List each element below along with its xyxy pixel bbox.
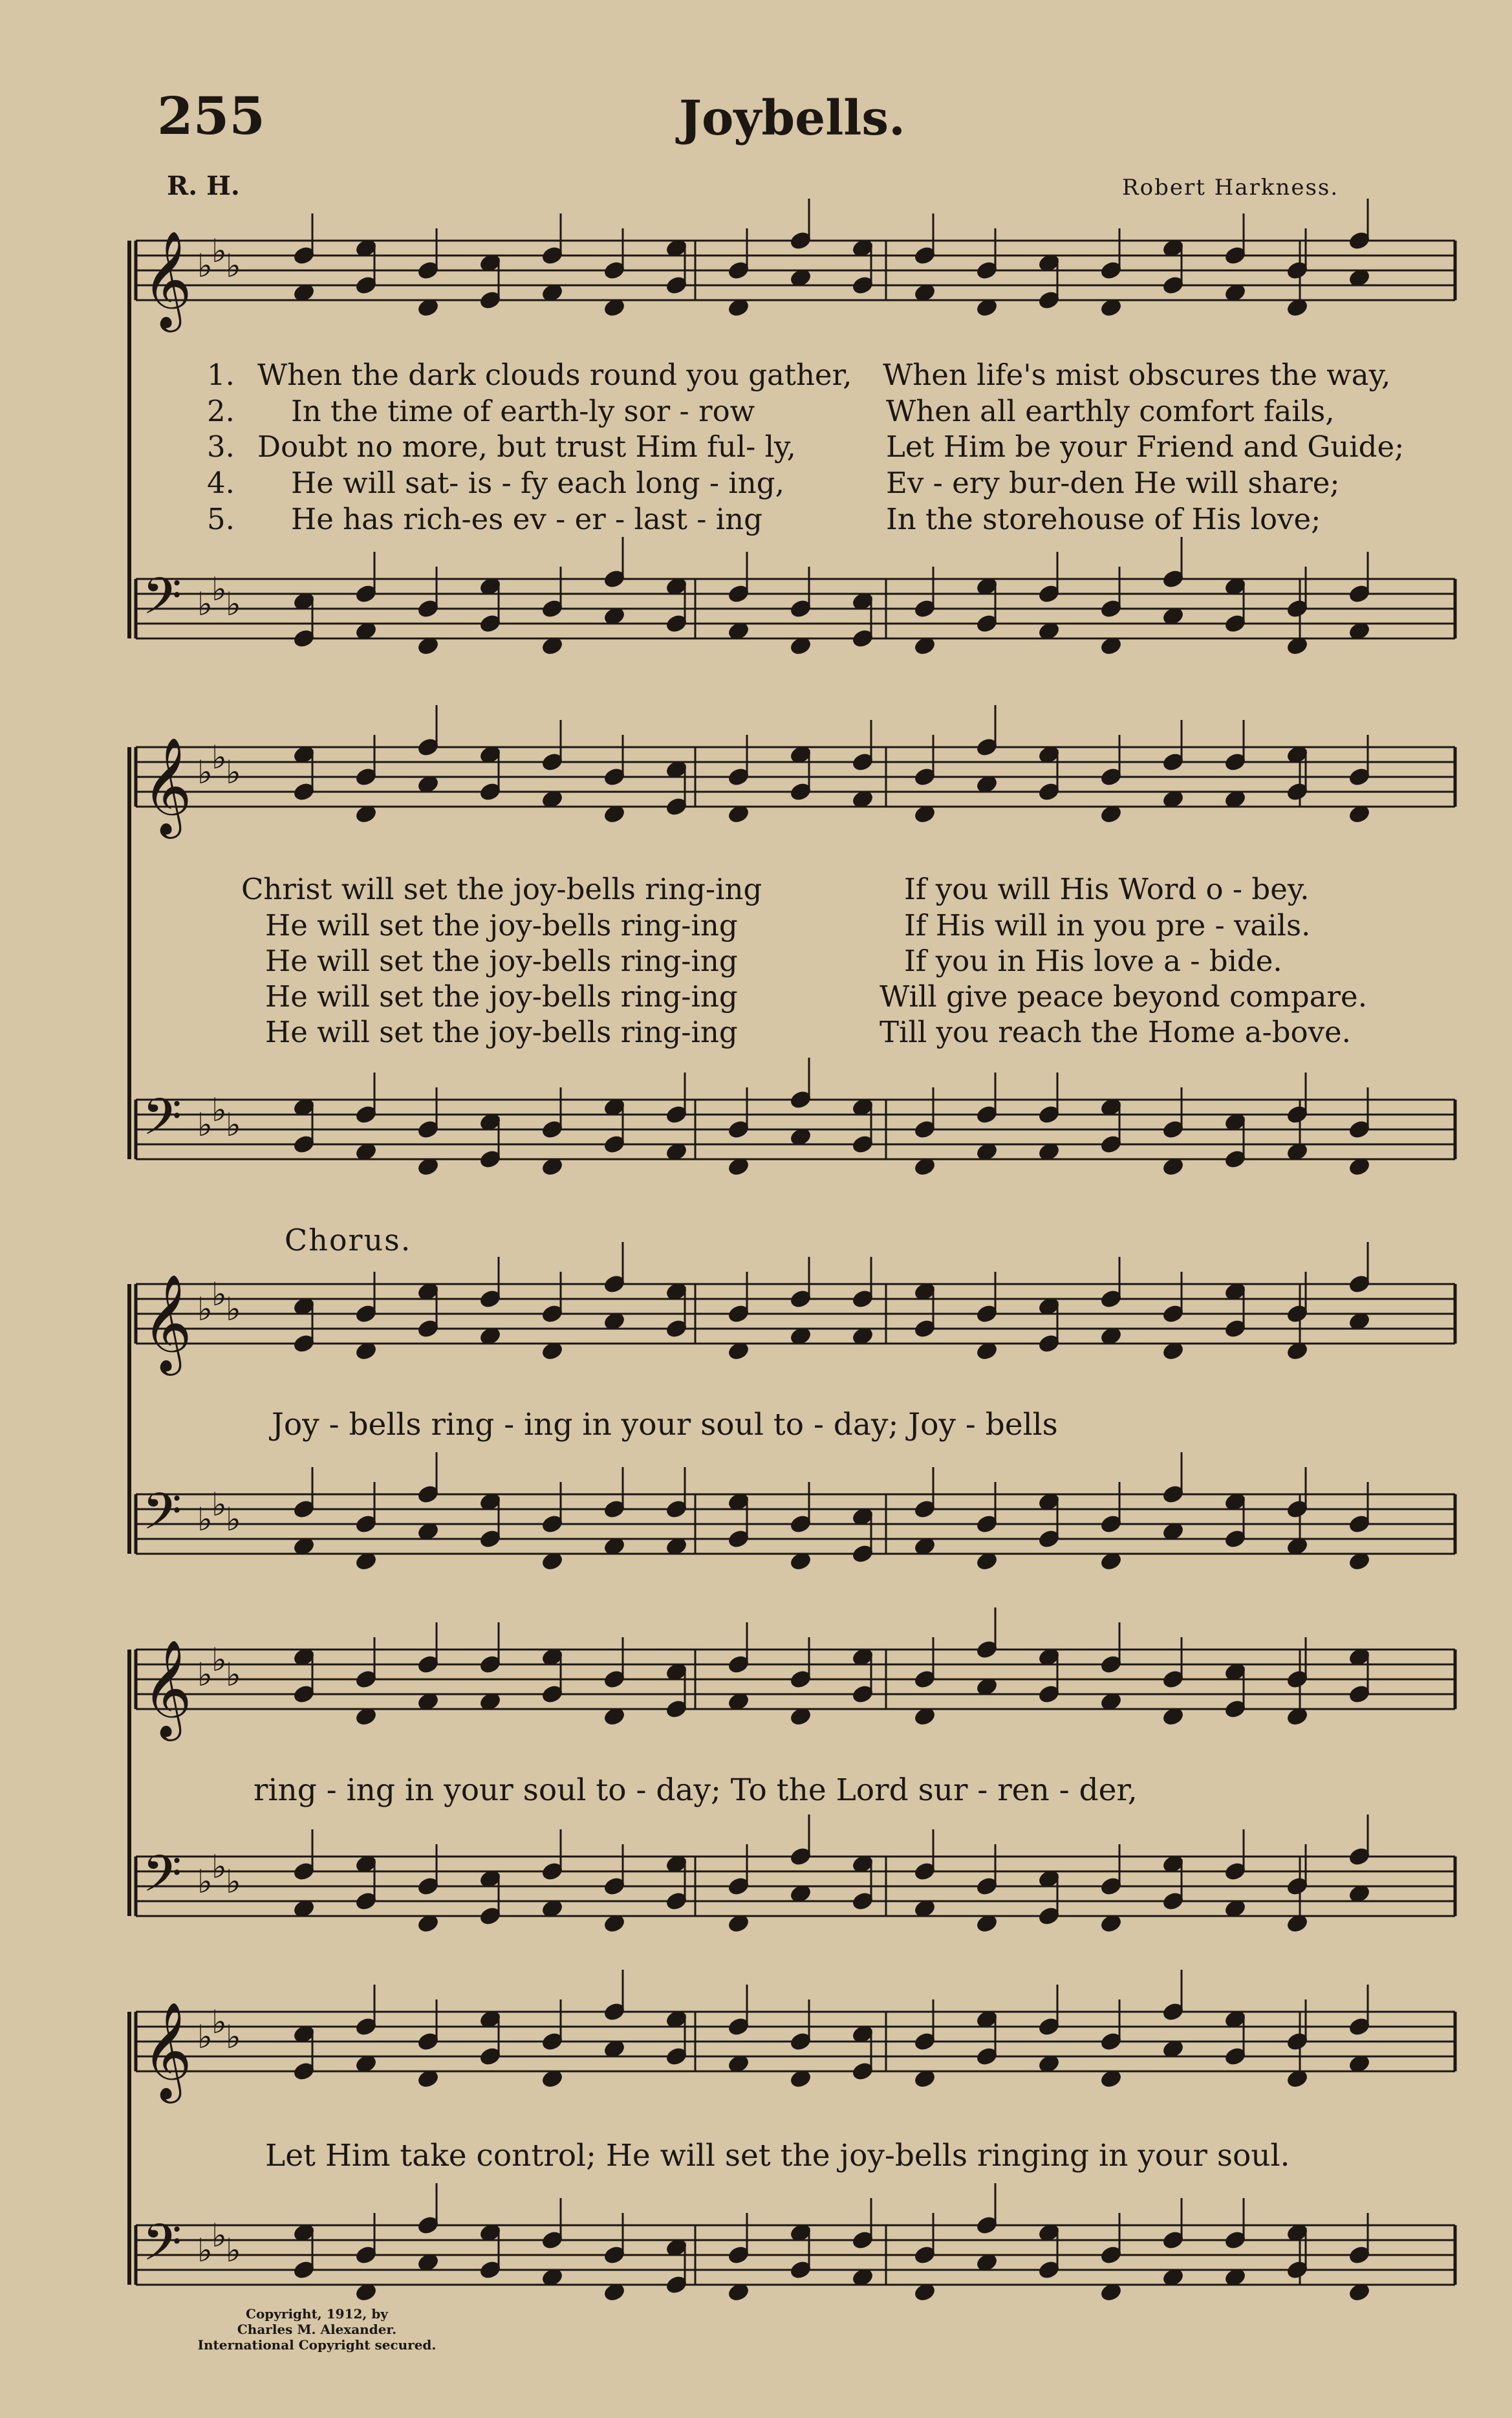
flat-icon: ♭ bbox=[226, 1106, 241, 1144]
treble-clef-icon: 𝄞 bbox=[142, 230, 192, 328]
flat-icon: ♭ bbox=[211, 2217, 227, 2254]
bass-clef-icon: 𝄢 bbox=[142, 1845, 182, 1916]
hymn-title: Joybells. bbox=[679, 91, 905, 146]
treble-clef-icon: 𝄞 bbox=[142, 1639, 192, 1737]
flat-icon: ♭ bbox=[211, 571, 227, 608]
treble-clef-icon: 𝄞 bbox=[142, 736, 192, 834]
flat-icon: ♭ bbox=[211, 1276, 227, 1313]
flat-icon: ♭ bbox=[211, 1486, 227, 1523]
flat-icon: ♭ bbox=[197, 2018, 213, 2056]
flat-icon: ♭ bbox=[226, 1501, 241, 1538]
treble-clef-icon: 𝄞 bbox=[142, 1273, 192, 1371]
author-initials: R. H. bbox=[167, 171, 240, 201]
flat-icon: ♭ bbox=[226, 247, 241, 285]
bass-clef-icon: 𝄢 bbox=[142, 567, 182, 638]
flat-icon: ♭ bbox=[226, 1291, 241, 1328]
flat-icon: ♭ bbox=[226, 754, 241, 791]
flat-icon: ♭ bbox=[197, 1863, 213, 1901]
composer-name: Robert Harkness. bbox=[1122, 175, 1339, 201]
flat-icon: ♭ bbox=[226, 585, 241, 623]
hymn-number: 255 bbox=[157, 85, 265, 146]
flat-icon: ♭ bbox=[197, 1656, 213, 1694]
flat-icon: ♭ bbox=[197, 247, 213, 285]
flat-icon: ♭ bbox=[226, 2232, 241, 2269]
bass-clef-icon: 𝄢 bbox=[142, 1088, 182, 1159]
flat-icon: ♭ bbox=[197, 754, 213, 791]
chorus-lyric-line-1: Joy - bells ring - ing in your soul to - day; Joy - bells bbox=[272, 1407, 1058, 1443]
flat-icon: ♭ bbox=[197, 1291, 213, 1328]
flat-icon: ♭ bbox=[211, 1641, 227, 1679]
chorus-lyric-line-2: ring - ing in your soul to - day; To the Lord sur - ren - der, bbox=[254, 1772, 1138, 1808]
bass-clef-icon: 𝄢 bbox=[142, 2214, 182, 2285]
treble-clef-icon: 𝄞 bbox=[142, 2001, 192, 2099]
hymn-page: 255 Joybells. R. H. Robert Harkness. 𝄞 ♭ ♭ ♭ 𝄢 ♭ ♭ ♭ 𝄞 ♭ ♭ ♭ 𝄢 ♭ ♭ ♭ 𝄞 ♭ ♭ ♭ 𝄢 ♭ ♭ ♭ 𝄞 ♭ ♭ ♭ 𝄢 ♭ ♭ ♭ 𝄞 ♭ ♭ ♭ 𝄢 ♭ ♭ ♭ 1. When the dark clouds round you gather, When life's mist obscures the way, 2. In the time of earth-ly sor - row When all earthly comfort fails, 3. Doubt no more, but trust Him ful- ly, Let Him be your Friend and Guide; 4. He will sat- is - fy each long - ing, Ev - ery bur-den He will share; 5. He has rich-es ev - er - last - ing In the storehouse of His love; Christ will set the joy-bells ring-ing If you will His Word o - bey. He will set the joy-bells ring-ing If His will in you pre - vails. He will set the joy-bells ring-ing If you in His love a - bide. He will set the joy-bells ring-ing Will give peace beyond compare. He will set the joy-bells ring-ing Till you reach the Home a-bove. Chorus. Joy - bells ring - ing in your soul to - day; Joy - bells ring - ing in your soul to - day; To the Lord sur - ren - der, Let Him take control; He will set the joy-bells ringing in your soul. Copyright, 1912, by Charles M. Alexander. International Copyright secured. bbox=[0, 0, 1512, 2418]
flat-icon: ♭ bbox=[197, 2232, 213, 2269]
flat-icon: ♭ bbox=[226, 1656, 241, 1694]
flat-icon: ♭ bbox=[211, 2003, 227, 2041]
flat-icon: ♭ bbox=[211, 1848, 227, 1886]
flat-icon: ♭ bbox=[211, 1091, 227, 1129]
flat-icon: ♭ bbox=[211, 739, 227, 776]
flat-icon: ♭ bbox=[197, 585, 213, 623]
flat-icon: ♭ bbox=[226, 1863, 241, 1901]
flat-icon: ♭ bbox=[197, 1106, 213, 1144]
chorus-label: Chorus. bbox=[285, 1223, 412, 1258]
flat-icon: ♭ bbox=[226, 2018, 241, 2056]
copyright-notice: Copyright, 1912, by Charles M. Alexander. International Copyright secured. bbox=[197, 2306, 437, 2353]
flat-icon: ♭ bbox=[211, 232, 227, 270]
chorus-lyric-line-3: Let Him take control; He will set the joy-bells ringing in your soul. bbox=[265, 2138, 1290, 2173]
flat-icon: ♭ bbox=[197, 1501, 213, 1538]
bass-clef-icon: 𝄢 bbox=[142, 1483, 182, 1554]
